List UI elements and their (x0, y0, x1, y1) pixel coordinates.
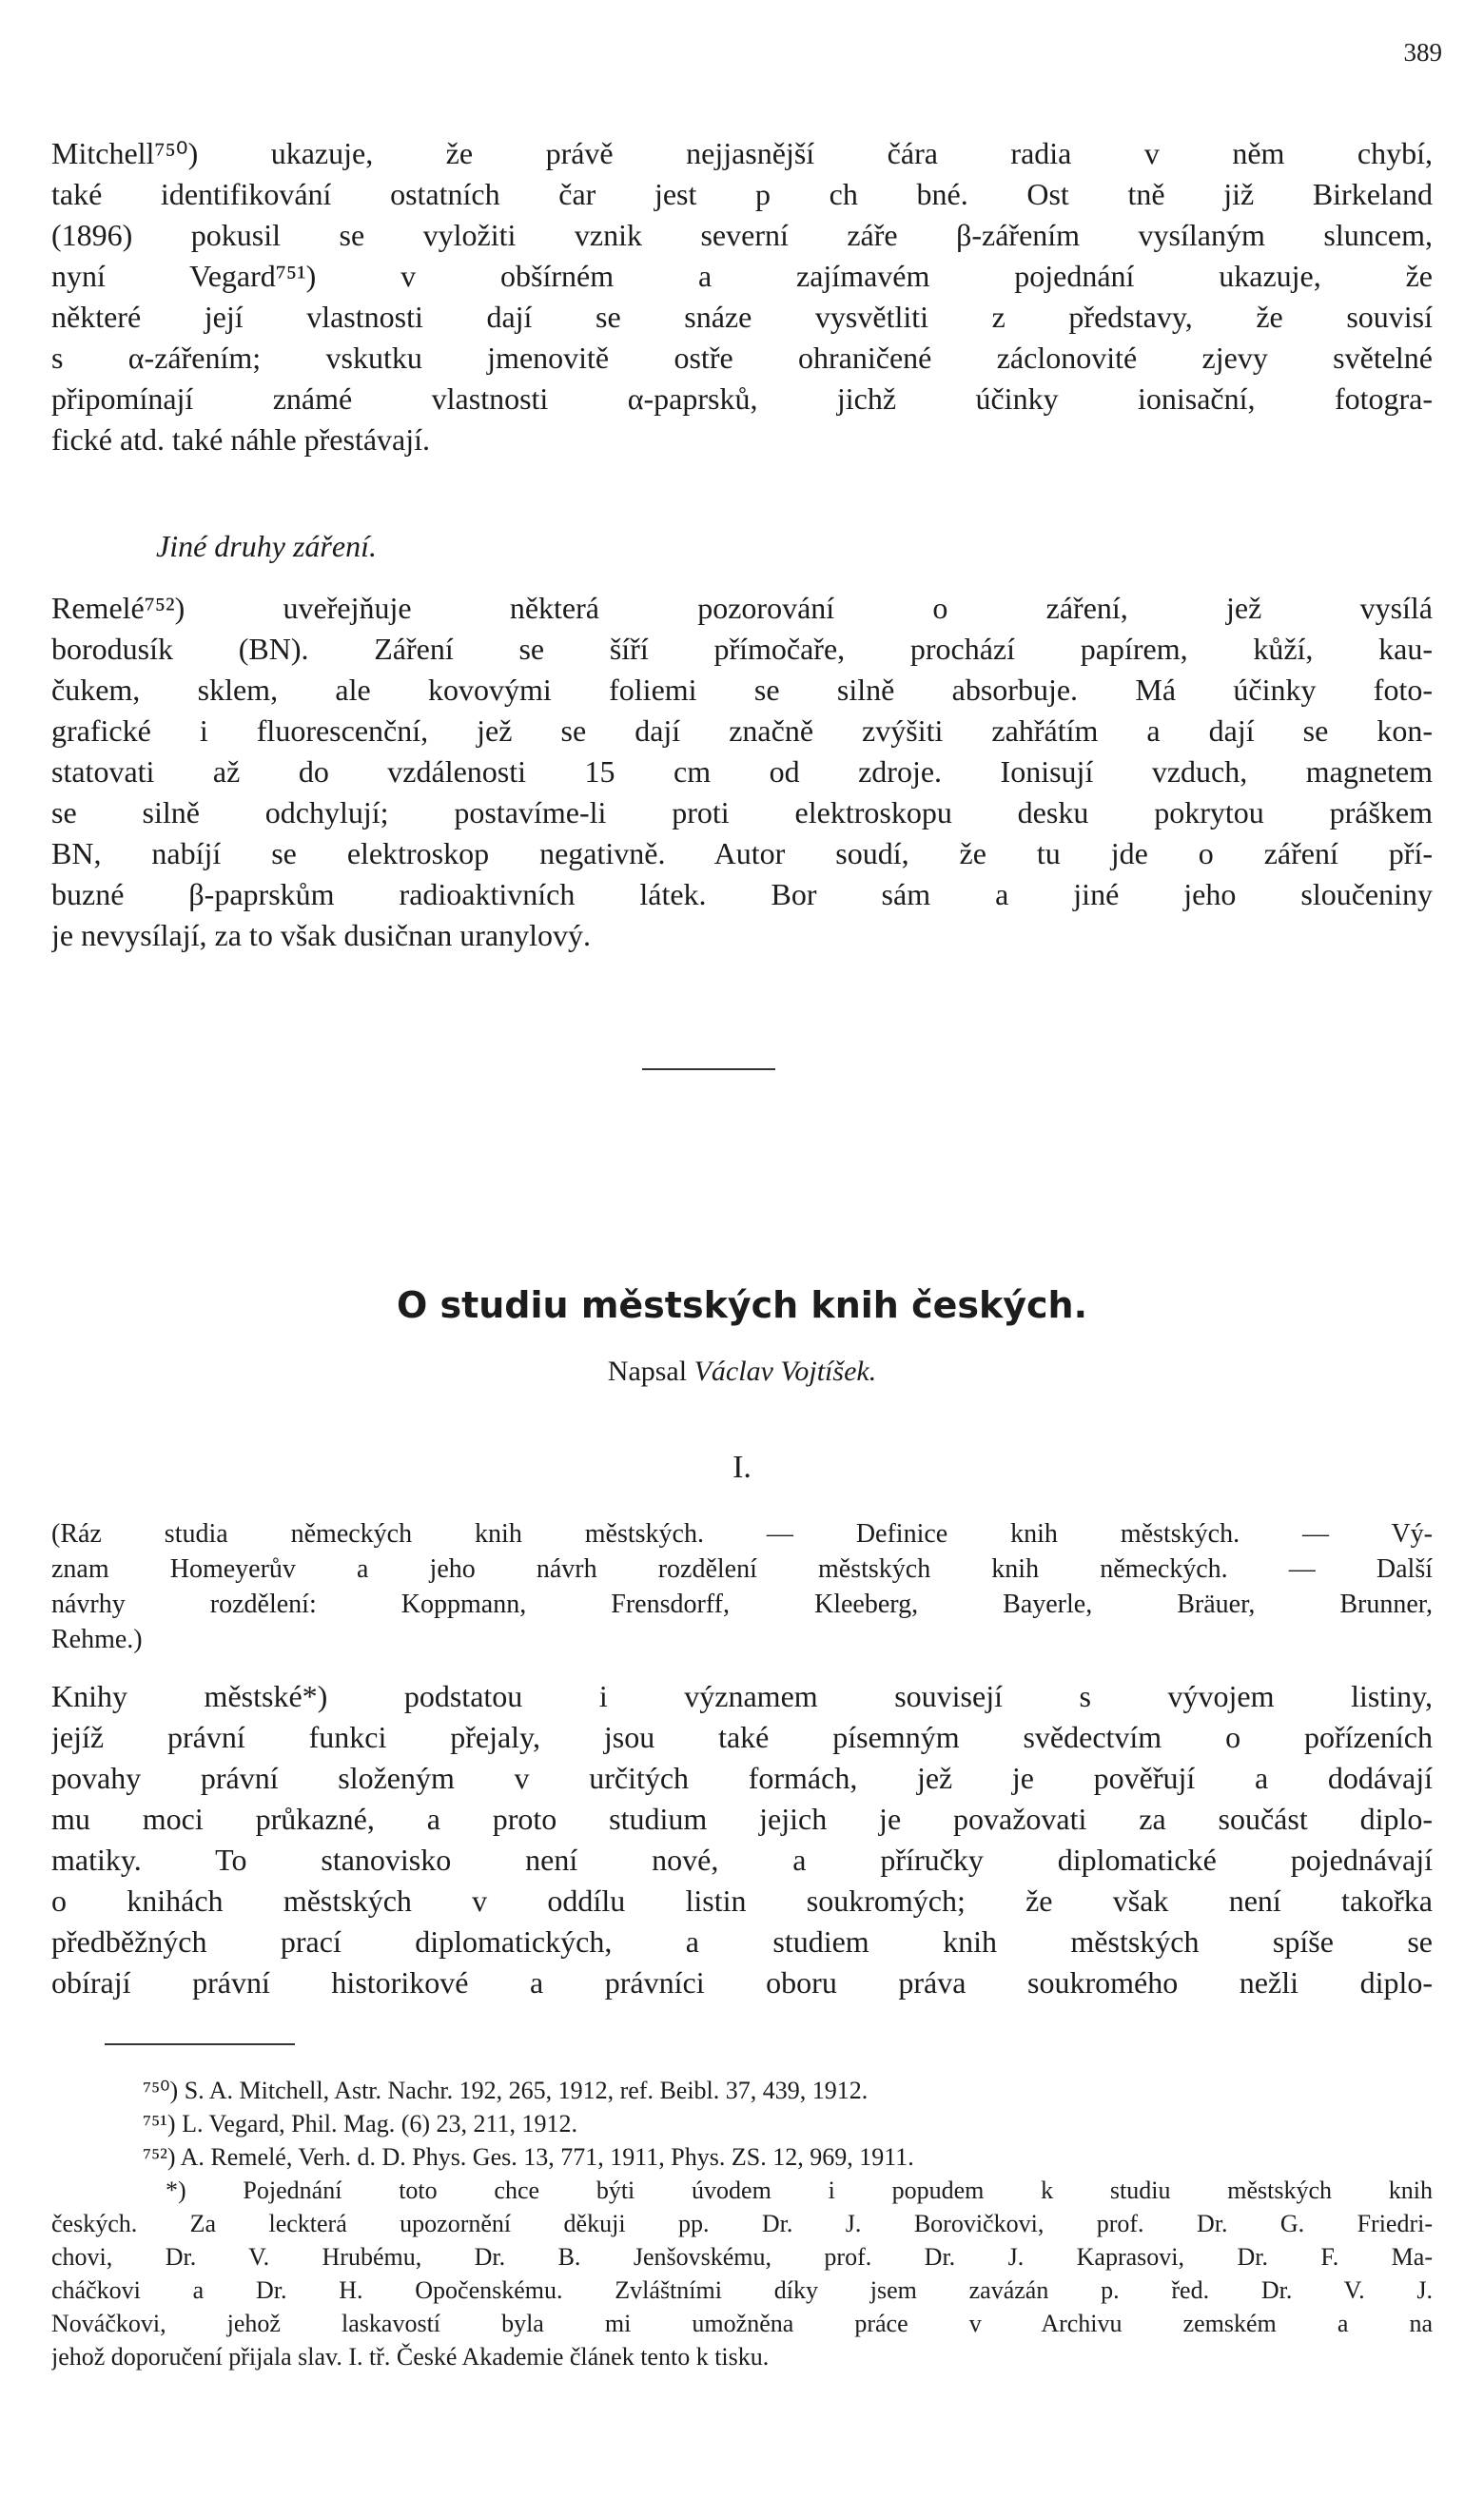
text-line: fické atd. také náhle přestávají. (51, 422, 431, 457)
text-line: jejíž právní funkci přejaly, jsou také písemným svědectvím o pořízeních (51, 1720, 1433, 1754)
text-line: matiky. To stanovisko není nové, a příručky diplomatické pojednávají (51, 1843, 1433, 1877)
text-line: jehož doporučení přijala slav. I. tř. České Akademie článek tento k tisku. (51, 2343, 770, 2371)
footnote: ⁷⁵²) A. Remelé, Verh. d. D. Phys. Ges. 13, 771, 1911, Phys. ZS. 12, 969, 1911. (143, 2143, 914, 2171)
text-line: návrhy rozdělení: Koppmann, Frensdorff, Kleeberg, Bayerle, Bräuer, Brunner, (51, 1590, 1433, 1619)
byline (0, 1356, 1484, 1388)
text-line: Knihy městské*) podstatou i významem souvisejí s vývojem listiny, (51, 1679, 1433, 1713)
text-line: (Ráz studia německých knih městských. — Definice knih městských. — Vý- (51, 1519, 1433, 1549)
subheading-other-radiation: Jiné druhy záření. (156, 529, 377, 563)
footnote-rule (105, 2043, 295, 2045)
text-line: Rehme.) (51, 1625, 143, 1654)
page-number: 389 (1403, 38, 1442, 67)
footnote-references (143, 2074, 1427, 2174)
article-title: O studiu městských knih českých. (396, 1284, 1088, 1326)
text-line: chovi, Dr. V. Hrubému, Dr. B. Jenšovskému, prof. Dr. J. Kaprasovi, Dr. F. Ma- (51, 2243, 1433, 2271)
text-line: s α-zářením; vskutku jmenovitě ostře ohraničené záclonovité zjevy světelné (51, 341, 1433, 375)
text-line: mu moci průkazné, a proto studium jejich je považovati za součást diplo- (51, 1802, 1433, 1836)
section-divider (642, 1068, 775, 1070)
text-line: předběžných prací diplomatických, a studiem knih městských spíše se (51, 1924, 1433, 1959)
footnote-star (51, 2174, 1433, 2373)
text-line: znam Homeyerův a jeho návrh rozdělení městských knih německých. — Další (51, 1554, 1433, 1584)
text-line: připomínají známé vlastnosti α-paprsků, jichž účinky ionisační, fotogra- (51, 381, 1433, 416)
text-line: buzné β-paprskům radioaktivních látek. Bor sám a jiné jeho sloučeniny (51, 877, 1433, 911)
text-line: borodusík (BN). Záření se šíří přímočaře, prochází papírem, kůží, kau- (51, 632, 1433, 666)
text-line: grafické i fluorescenční, jež se dají značně zvýšiti zahřátím a dají se kon- (51, 713, 1433, 748)
text-line: cháčkovi a Dr. H. Opočenskému. Zvláštními díky jsem zavázán p. řed. Dr. V. J. (51, 2276, 1433, 2304)
text-line: *) Pojednání toto chce býti úvodem i popudem k studiu městských knih (166, 2176, 1433, 2204)
chapter-abstract (51, 1516, 1433, 1657)
text-line: je nevysílají, za to však dusičnan uranylový. (51, 918, 591, 952)
text-line: Nováčkovi, jehož laskavostí byla mi umožněna práce v Archivu zemském a na (51, 2310, 1433, 2337)
text-line: statovati až do vzdálenosti 15 cm od zdroje. Ionisují vzduch, magnetem (51, 754, 1433, 789)
text-line: se silně odchylují; postavíme-li proti elektroskopu desku pokrytou práškem (51, 795, 1433, 830)
text-line: Remelé⁷⁵²) uveřejňuje některá pozorování o záření, jež vysílá (51, 591, 1433, 625)
text-line: BN, nabíjí se elektroskop negativně. Autor soudí, že tu jde o záření pří- (51, 836, 1433, 870)
text-line: čukem, sklem, ale kovovými foliemi se silně absorbuje. Má účinky foto- (51, 673, 1433, 707)
chapter-number: I. (732, 1450, 752, 1485)
article-body (51, 1676, 1433, 2003)
text-line: o knihách městských v oddílu listin soukromých; že však není takořka (51, 1884, 1433, 1918)
text-line: nyní Vegard⁷⁵¹) v obšírném a zajímavém pojednání ukazuje, že (51, 259, 1433, 293)
footnote: ⁷⁵⁰) S. A. Mitchell, Astr. Nachr. 192, 265, 1912, ref. Beibl. 37, 439, 1912. (143, 2077, 869, 2104)
byline-author: Václav Vojtíšek. (693, 1356, 877, 1387)
paragraph-remele (51, 588, 1433, 956)
text-line: také identifikování ostatních čar jest p ch bné. Ost tně již Birkeland (51, 177, 1433, 211)
byline-prefix: Napsal (607, 1356, 688, 1387)
footnote: ⁷⁵¹) L. Vegard, Phil. Mag. (6) 23, 211, 1912. (143, 2110, 578, 2137)
text-line: Mitchell⁷⁵⁰) ukazuje, že právě nejjasnější čára radia v něm chybí, (51, 136, 1433, 170)
text-line: českých. Za leckterá upozornění děkuji pp. Dr. J. Borovičkovi, prof. Dr. G. Friedri- (51, 2210, 1433, 2237)
text-line: povahy právní složeným v určitých formách, jež je pověřují a dodávají (51, 1761, 1433, 1795)
paragraph-mitchell (51, 133, 1433, 460)
text-line: některé její vlastnosti dají se snáze vysvětliti z představy, že souvisí (51, 300, 1433, 334)
text-line: (1896) pokusil se vyložiti vznik severní záře β-zářením vysílaným sluncem, (51, 218, 1433, 252)
text-line: obírají právní historikové a právníci oboru práva soukromého nežli diplo- (51, 1965, 1433, 2000)
